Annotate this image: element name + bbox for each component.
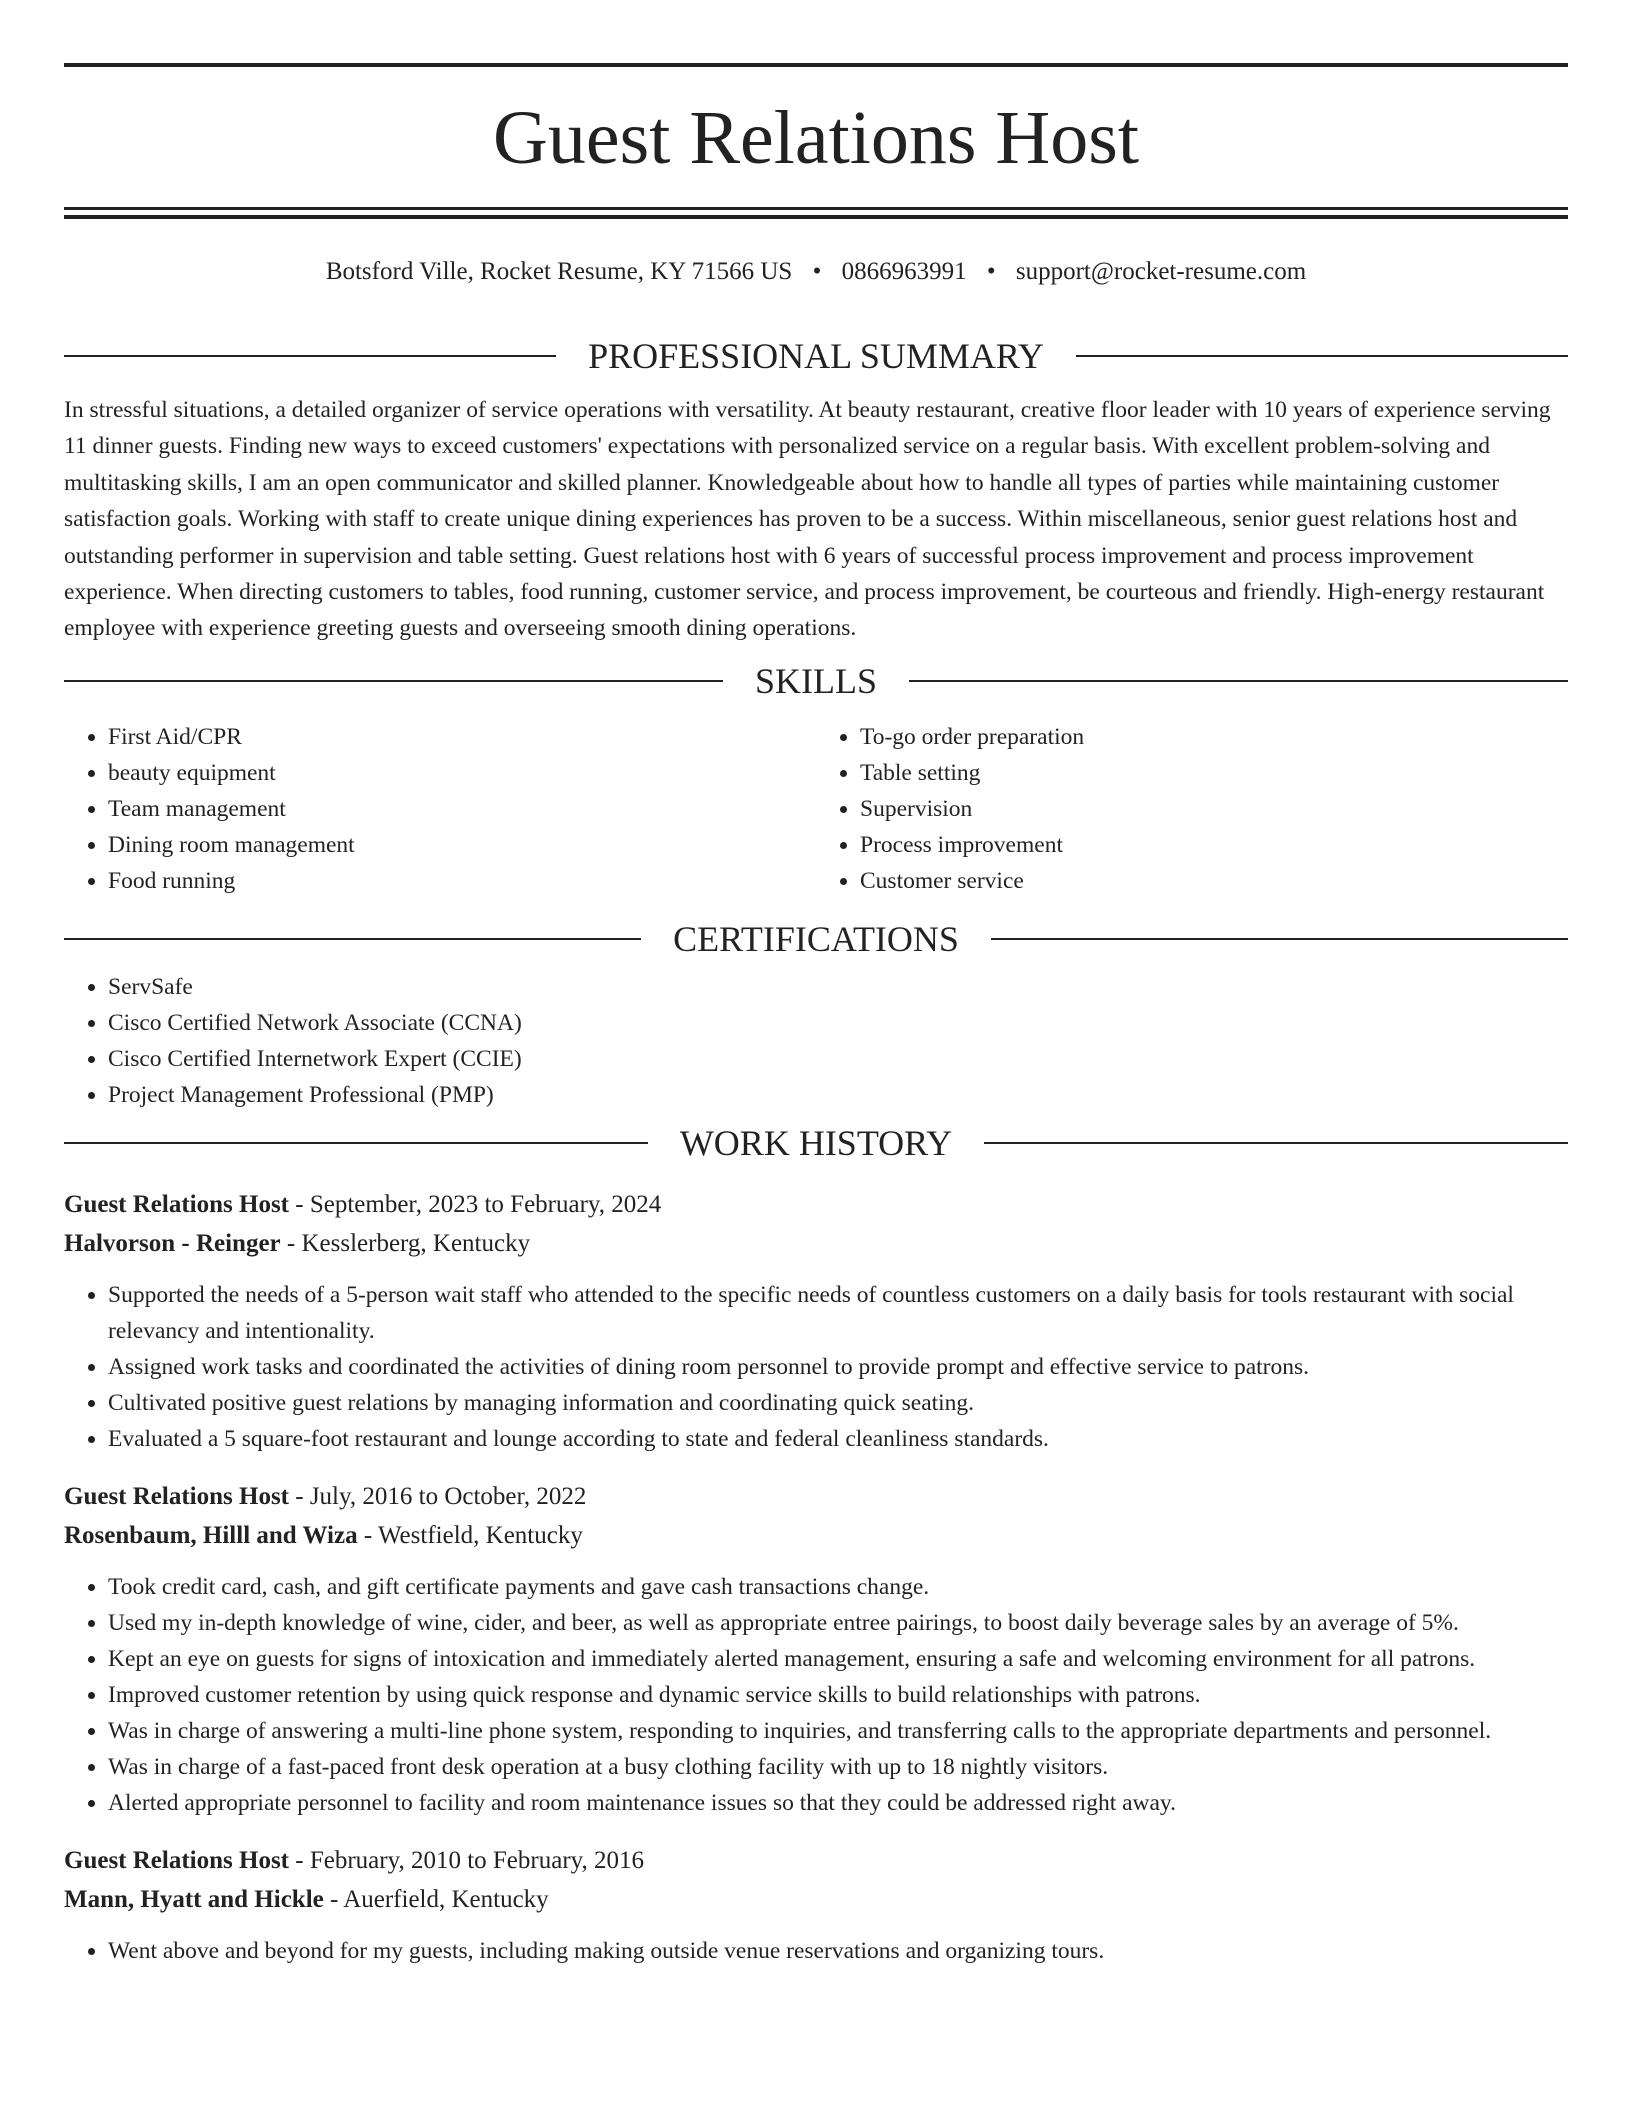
list-item: • Went above and beyond for my guests, including making outside venue reservations and organizing tours. <box>108 1933 1568 1969</box>
certifications-heading: CERTIFICATIONS <box>673 918 959 959</box>
title-rule-thin <box>64 207 1568 210</box>
work-heading: WORK HISTORY <box>679 1122 953 1163</box>
resume-content <box>64 326 1568 1989</box>
list-item: • Kept an eye on guests for signs of intoxication and immediately alerted management, ensuring a safe and welcoming environment for all patrons. <box>108 1641 1568 1677</box>
job-location: - Auerfield, Kentucky <box>323 1885 549 1913</box>
contact-line <box>64 252 1568 292</box>
job-company-line <box>64 1516 1568 1555</box>
job-bullets <box>64 1933 1568 1969</box>
skills-columns <box>64 719 1568 899</box>
job-bullets <box>64 1569 1568 1821</box>
list-item: • Supervision <box>860 791 1568 827</box>
job-company: Halvorson - Reinger <box>64 1229 281 1257</box>
contact-email: support@rocket-resume.com <box>1015 258 1307 285</box>
list-item: • Customer service <box>860 863 1568 899</box>
skills-list-right <box>816 719 1568 899</box>
work-history-list <box>64 1185 1568 1969</box>
job-title: Guest Relations Host <box>64 1190 289 1218</box>
resume-title: Guest Relations Host <box>493 96 1139 180</box>
job-title-line <box>64 1477 1568 1516</box>
job-entry <box>64 1477 1568 1821</box>
list-item: • Project Management Professional (PMP) <box>108 1077 1568 1113</box>
list-item: • Assigned work tasks and coordinated the activities of dining room personnel to provide prompt and effective service to patrons. <box>108 1349 1568 1385</box>
contact-phone: 0866963991 <box>841 258 967 285</box>
list-item: • Team management <box>108 791 816 827</box>
job-dates: - September, 2023 to February, 2024 <box>289 1190 662 1218</box>
list-item: • Dining room management <box>108 827 816 863</box>
list-item: • Food running <box>108 863 816 899</box>
summary-heading: PROFESSIONAL SUMMARY <box>588 336 1044 376</box>
heading-rule-right <box>984 1142 1568 1144</box>
summary-text: In stressful situations, a detailed organizer of service operations with versatility. At beauty restaurant, creative floor leader with 10 years of experience serving 11 dinner guests. Finding new ways to exceed customers' expectations with personalized service on a regular basis. With excellent problem-solving and multitasking skills, I am an open communicator and skilled planner. Knowledgeable about how to handle all types of parties while maintaining customer satisfaction goals. Working with staff to create unique dining experiences has proven to be a success. Within miscellaneous, senior guest relations host and outstanding performer in supervision and table setting. Guest relations host with 6 years of successful process improvement and process improvement experience. When directing customers to tables, food running, customer service, and process improvement, be courteous and friendly. High-energy restaurant employee with experience greeting guests and overseeing smooth dining operations. <box>64 397 1551 642</box>
contact-address: Botsford Ville, Rocket Resume, KY 71566 US <box>325 258 793 285</box>
job-dates: - July, 2016 to October, 2022 <box>289 1482 587 1510</box>
list-item: • Supported the needs of a 5-person wait staff who attended to the specific needs of countless customers on a daily basis for tools restaurant with social relevancy and intentionality. <box>108 1277 1568 1349</box>
job-location: - Kesslerberg, Kentucky <box>280 1229 531 1257</box>
list-item: • Improved customer retention by using quick response and dynamic service skills to build relationships with patrons. <box>108 1677 1568 1713</box>
heading-rule-left <box>64 355 556 357</box>
job-company: Rosenbaum, Hilll and Wiza <box>64 1521 358 1549</box>
skills-heading: SKILLS <box>755 660 878 701</box>
list-item: • First Aid/CPR <box>108 719 816 755</box>
job-company-line <box>64 1880 1568 1919</box>
job-title: Guest Relations Host <box>64 1482 289 1510</box>
list-item: • To-go order preparation <box>860 719 1568 755</box>
heading-rule-right <box>1076 355 1568 357</box>
list-item: • Was in charge of a fast-paced front desk operation at a busy clothing facility with up to 18 nightly visitors. <box>108 1749 1568 1785</box>
list-item: • ServSafe <box>108 969 1568 1005</box>
heading-rule-right <box>909 680 1568 682</box>
job-title-line <box>64 1841 1568 1880</box>
job-entry <box>64 1185 1568 1457</box>
title-rule-thick <box>64 215 1568 219</box>
job-entry <box>64 1841 1568 1969</box>
list-item: • Cisco Certified Network Associate (CCNA) <box>108 1005 1568 1041</box>
job-company: Mann, Hyatt and Hickle <box>64 1885 324 1913</box>
list-item: • beauty equipment <box>108 755 816 791</box>
job-dates: - February, 2010 to February, 2016 <box>289 1846 645 1874</box>
list-item: • Table setting <box>860 755 1568 791</box>
list-item: • Evaluated a 5 square-foot restaurant and lounge according to state and federal cleanliness standards. <box>108 1421 1568 1457</box>
job-company-line <box>64 1224 1568 1263</box>
list-item: • Cisco Certified Internetwork Expert (CCIE) <box>108 1041 1568 1077</box>
list-item: • Process improvement <box>860 827 1568 863</box>
contact-separator: • <box>986 258 996 285</box>
certifications-list <box>64 969 1568 1113</box>
job-bullets <box>64 1277 1568 1457</box>
top-rule <box>64 63 1568 67</box>
summary-heading-row <box>64 326 1568 386</box>
skills-heading-row <box>64 651 1568 711</box>
certifications-heading-row <box>64 909 1568 969</box>
skills-list-left <box>64 719 816 899</box>
contact-separator: • <box>812 258 822 285</box>
heading-rule-left <box>64 938 641 940</box>
heading-rule-left <box>64 1142 648 1144</box>
heading-rule-right <box>991 938 1568 940</box>
list-item: • Used my in-depth knowledge of wine, cider, and beer, as well as appropriate entree pairings, to boost daily beverage sales by an average of 5%. <box>108 1605 1568 1641</box>
job-title-line <box>64 1185 1568 1224</box>
job-title: Guest Relations Host <box>64 1846 289 1874</box>
heading-rule-left <box>64 680 723 682</box>
list-item: • Took credit card, cash, and gift certificate payments and gave cash transactions change. <box>108 1569 1568 1605</box>
job-location: - Westfield, Kentucky <box>357 1521 583 1549</box>
work-heading-row <box>64 1113 1568 1173</box>
list-item: • Cultivated positive guest relations by managing information and coordinating quick seating. <box>108 1385 1568 1421</box>
list-item: • Was in charge of answering a multi-line phone system, responding to inquiries, and transferring calls to the appropriate departments and personnel. <box>108 1713 1568 1749</box>
list-item: • Alerted appropriate personnel to facility and room maintenance issues so that they could be addressed right away. <box>108 1785 1568 1821</box>
